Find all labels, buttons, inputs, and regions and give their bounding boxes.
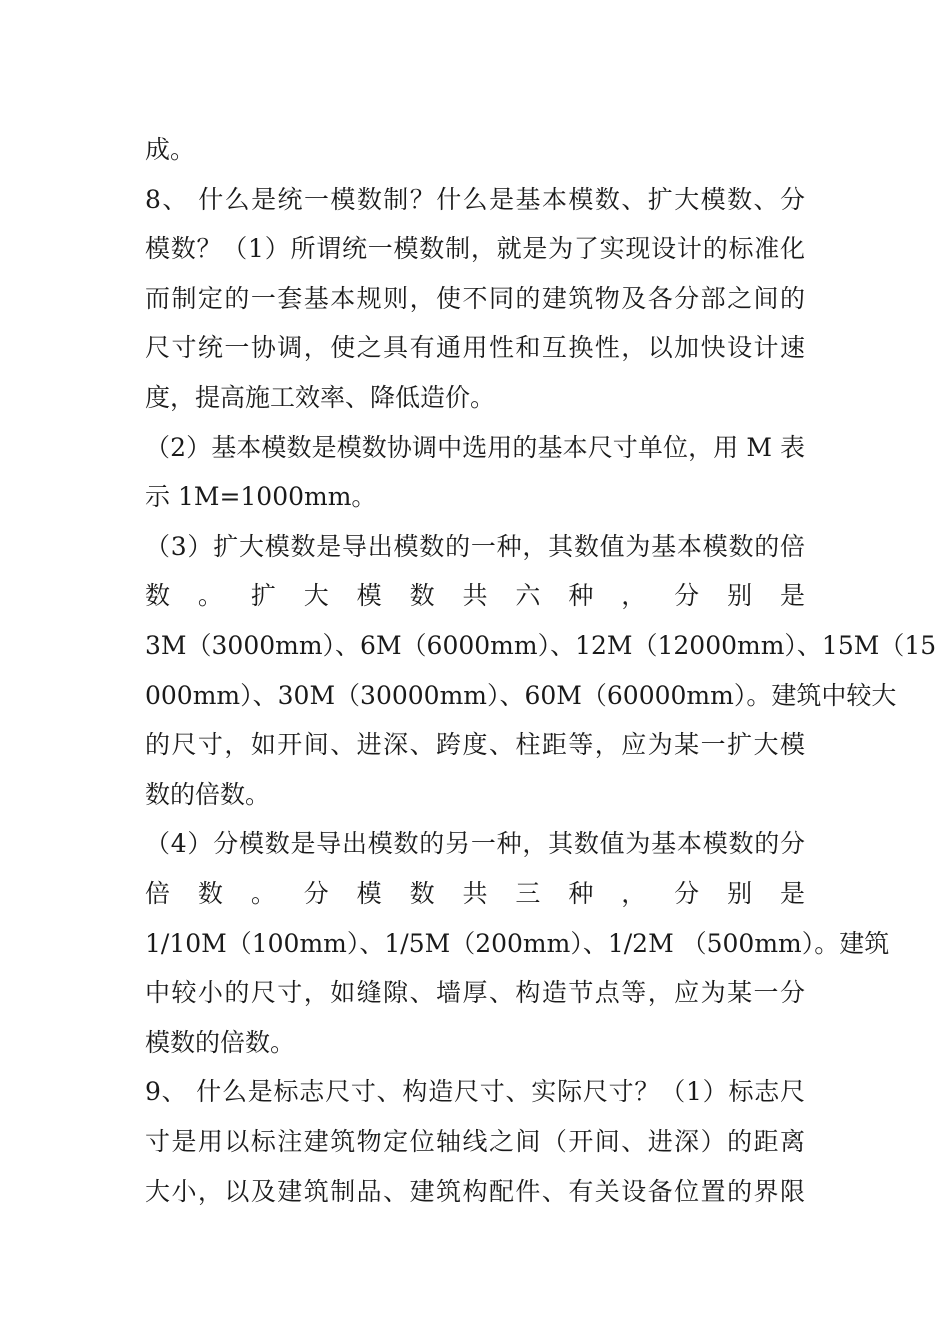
text-line-7: （2）基本模数是模数协调中选用的基本尺寸单位，用 M 表 <box>145 433 805 462</box>
text-line-3: 模数？（1）所谓统一模数制，就是为了实现设计的标准化 <box>145 234 805 263</box>
text-line-20: 9、 什么是标志尺寸、构造尺寸、实际尺寸？（1）标志尺 <box>145 1077 805 1106</box>
text-line-17: 1/10M（100mm）、1/5M（200mm）、1/2M （500mm）。建筑 <box>145 929 890 958</box>
text-line-16: 倍 数 。 分 模 数 共 三 种 ， 分 别 是 <box>145 879 805 908</box>
text-line-10: 数 。 扩 大 模 数 共 六 种 ， 分 别 是 <box>145 581 805 610</box>
text-line-2: 8、 什么是统一模数制？什么是基本模数、扩大模数、分 <box>145 185 805 214</box>
text-line-21: 寸是用以标注建筑物定位轴线之间（开间、进深）的距离 <box>145 1127 805 1156</box>
text-line-8: 示 1M=1000mm。 <box>145 482 377 511</box>
text-line-6: 度，提高施工效率、降低造价。 <box>145 383 496 412</box>
text-line-22: 大小，以及建筑制品、建筑构配件、有关设备位置的界限 <box>145 1177 805 1206</box>
text-line-12: 000mm）、30M（30000mm）、60M（60000mm）。建筑中较大 <box>145 681 897 710</box>
text-line-19: 模数的倍数。 <box>145 1028 296 1057</box>
text-line-11: 3M（3000mm）、6M（6000mm）、12M（12000mm）、15M（15 <box>145 631 937 660</box>
text-line-5: 尺寸统一协调，使之具有通用性和互换性，以加快设计速 <box>145 333 805 362</box>
text-line-14: 数的倍数。 <box>145 780 271 809</box>
text-line-9: （3）扩大模数是导出模数的一种，其数值为基本模数的倍 <box>145 532 805 561</box>
text-line-4: 而制定的一套基本规则，使不同的建筑物及各分部之间的 <box>145 284 805 313</box>
text-line-1: 成。 <box>145 135 196 164</box>
text-line-15: （4）分模数是导出模数的另一种，其数值为基本模数的分 <box>145 829 805 858</box>
text-line-18: 中较小的尺寸，如缝隙、墙厚、构造节点等，应为某一分 <box>145 978 805 1007</box>
text-line-13: 的尺寸，如开间、进深、跨度、柱距等，应为某一扩大模 <box>145 730 805 759</box>
